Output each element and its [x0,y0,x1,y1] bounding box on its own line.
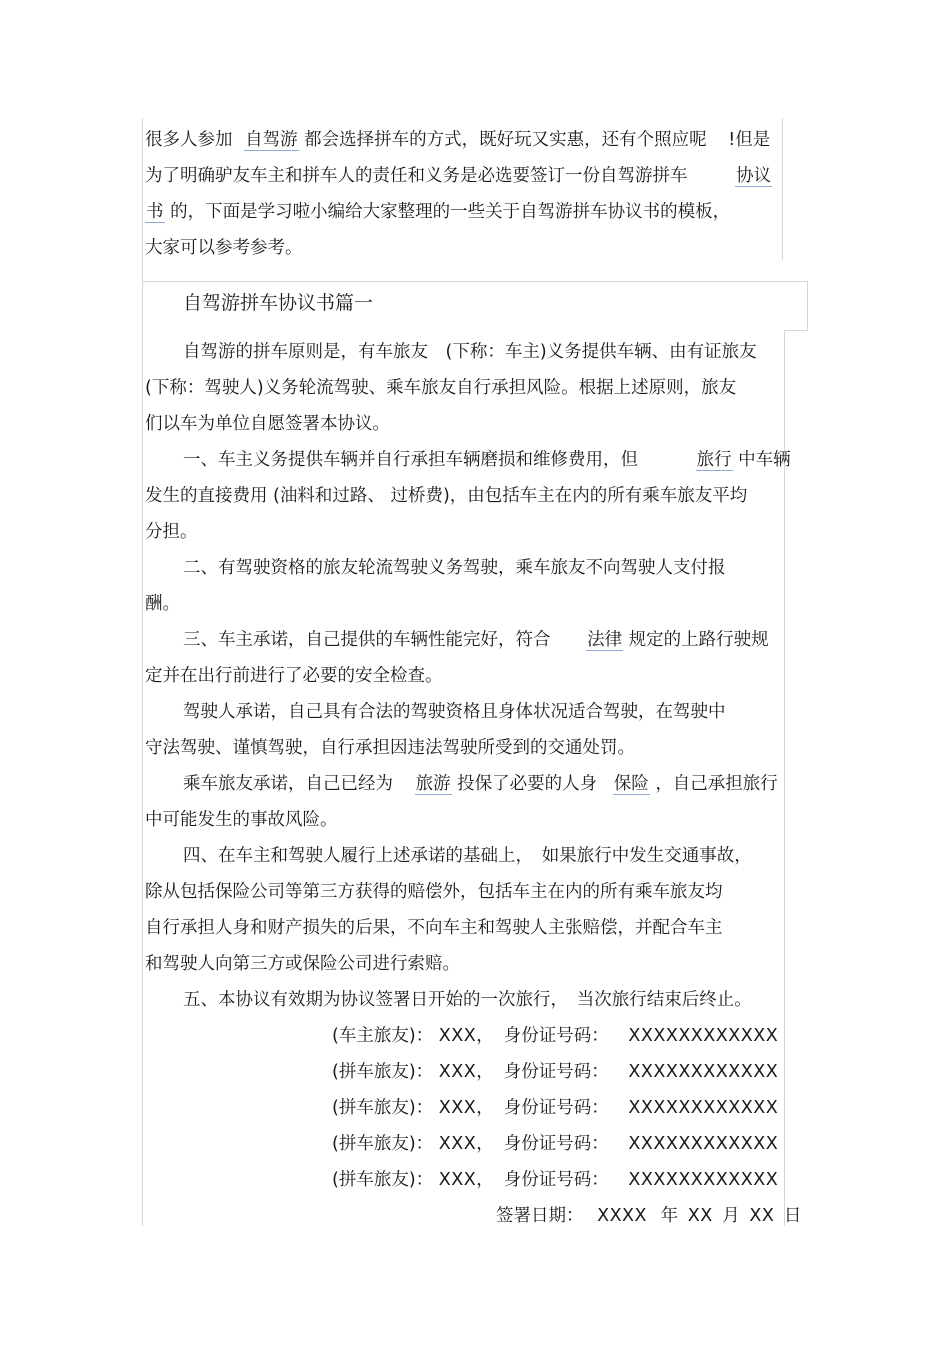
signature-id: XXXXXXXXXXXX [628,1062,779,1082]
signature-id: XXXXXXXXXXXX [628,1098,779,1118]
intro-text: 为了明确驴友车主和拼车人的责任和义务是必选要签订一份自驾游拼车 [145,166,688,186]
signature-id: XXXXXXXXXXXX [628,1134,779,1154]
signature-id-label: 身份证号码： [503,1062,609,1082]
intro-line-3 [145,200,730,224]
body-line: 自行承担人身和财产损失的后果，不向车主和驾驶人主张赔偿，并配合车主 [145,918,723,938]
body-text: 三、车主承诺，自己提供的车辆性能完好，符合 [183,630,551,650]
date-day: XX [749,1206,775,1226]
body-line: 五、本协议有效期为协议签署日开始的一次旅行， 当次旅行结束后终止。 [183,990,752,1010]
signature-id: XXXXXXXXXXXX [628,1170,779,1190]
keyword-link[interactable]: 旅行 [696,450,732,470]
body-text: 乘车旅友承诺，自己已经为 [183,774,393,794]
date-day-unit: 日 [783,1206,802,1226]
intro-line-1 [145,128,770,152]
body-line: 酬。 [145,594,180,614]
signature-name: XXX， [438,1134,495,1154]
intro-text: 都会选择拼车的方式，既好玩又实惠，还有个照应呢 [304,130,707,150]
signature-role: (拼车旅友)： [332,1170,434,1190]
body-line [183,628,769,652]
body-line [183,448,791,472]
signature-row [332,1168,778,1192]
signature-id-label: 身份证号码： [503,1098,609,1118]
body-line: 们以车为单位自愿签署本协议。 [145,414,390,434]
frame-line-right-top [782,118,783,260]
signature-row [332,1024,778,1048]
signature-name: XXX， [438,1026,495,1046]
signature-role: (拼车旅友)： [332,1134,434,1154]
intro-line-4: 大家可以参考参考。 [145,238,303,258]
date-label: 签署日期： [496,1206,584,1226]
intro-line-2 [145,164,772,188]
body-line: 定并在出行前进行了必要的安全检查。 [145,666,443,686]
keyword-link[interactable]: 法律 [587,630,623,650]
keyword-link[interactable]: 旅游 [415,774,451,794]
signature-role: (拼车旅友)： [332,1098,434,1118]
signature-id: XXXXXXXXXXXX [628,1026,779,1046]
body-line: 分担。 [145,522,198,542]
intro-text: 的，下面是学习啦小编给大家整理的一些关于自驾游拼车协议书的模板， [170,202,731,222]
intro-text: 很多人参加 [145,130,233,150]
intro-text: !但是 [728,130,771,150]
signature-name: XXX， [438,1062,495,1082]
body-text: 投保了必要的人身 [457,774,598,794]
signature-role: (拼车旅友)： [332,1062,434,1082]
keyword-link[interactable]: 协议 [736,166,772,186]
body-line: 四、在车主和驾驶人履行上述承诺的基础上， 如果旅行中发生交通事故， [183,846,752,866]
signature-row [332,1060,778,1084]
body-line: 中可能发生的事故风险。 [145,810,338,830]
body-text: ，自己承担旅行 [655,774,778,794]
body-line: 二、有驾驶资格的旅友轮流驾驶义务驾驶，乘车旅友不向驾驶人支付报 [183,558,726,578]
body-line [183,772,778,796]
keyword-link[interactable]: 自驾游 [245,130,298,150]
frame-line-left [142,118,143,1226]
signature-name: XXX， [438,1170,495,1190]
section-title: 自驾游拼车协议书篇一 [183,292,374,314]
signature-role: (车主旅友)： [332,1026,434,1046]
signature-row [332,1096,778,1120]
frame-line-title-top [142,281,808,282]
body-line: 守法驾驶、谨慎驾驶，自行承担因违法驾驶所受到的交通处罚。 [145,738,635,758]
frame-line-title-bottom [784,330,808,331]
date-month: XX [687,1206,713,1226]
keyword-link[interactable]: 书 [146,202,164,222]
signature-row [332,1132,778,1156]
signature-id-label: 身份证号码： [503,1134,609,1154]
body-line: 发生的直接费用 (油料和过路、 过桥费)，由包括车主在内的所有乘车旅友平均 [145,486,748,506]
body-line: (下称：驾驶人)义务轮流驾驶、乘车旅友自行承担风险。根据上述原则，旅友 [145,378,737,398]
date-month-unit: 月 [722,1206,740,1226]
signing-date [496,1204,801,1228]
body-line: 驾驶人承诺，自己具有合法的驾驶资格且身体状况适合驾驶，在驾驶中 [183,702,726,722]
body-line: 和驾驶人向第三方或保险公司进行索赔。 [145,954,460,974]
date-year-unit: 年 [660,1206,679,1226]
date-year: XXXX [597,1206,648,1226]
signature-name: XXX， [438,1098,495,1118]
body-line: 除从包括保险公司等第三方获得的赔偿外，包括车主在内的所有乘车旅友均 [145,882,723,902]
signature-id-label: 身份证号码： [503,1026,609,1046]
signature-id-label: 身份证号码： [503,1170,609,1190]
body-text: 一、车主义务提供车辆并自行承担车辆磨损和维修费用，但 [183,450,638,470]
body-text: 规定的上路行驶规 [628,630,769,650]
keyword-link[interactable]: 保险 [613,774,649,794]
frame-line-title-right [807,281,808,331]
body-line: 自驾游的拼车原则是，有车旅友 (下称：车主)义务提供车辆、由有证旅友 [183,342,757,362]
body-text: 中车辆 [738,450,791,470]
